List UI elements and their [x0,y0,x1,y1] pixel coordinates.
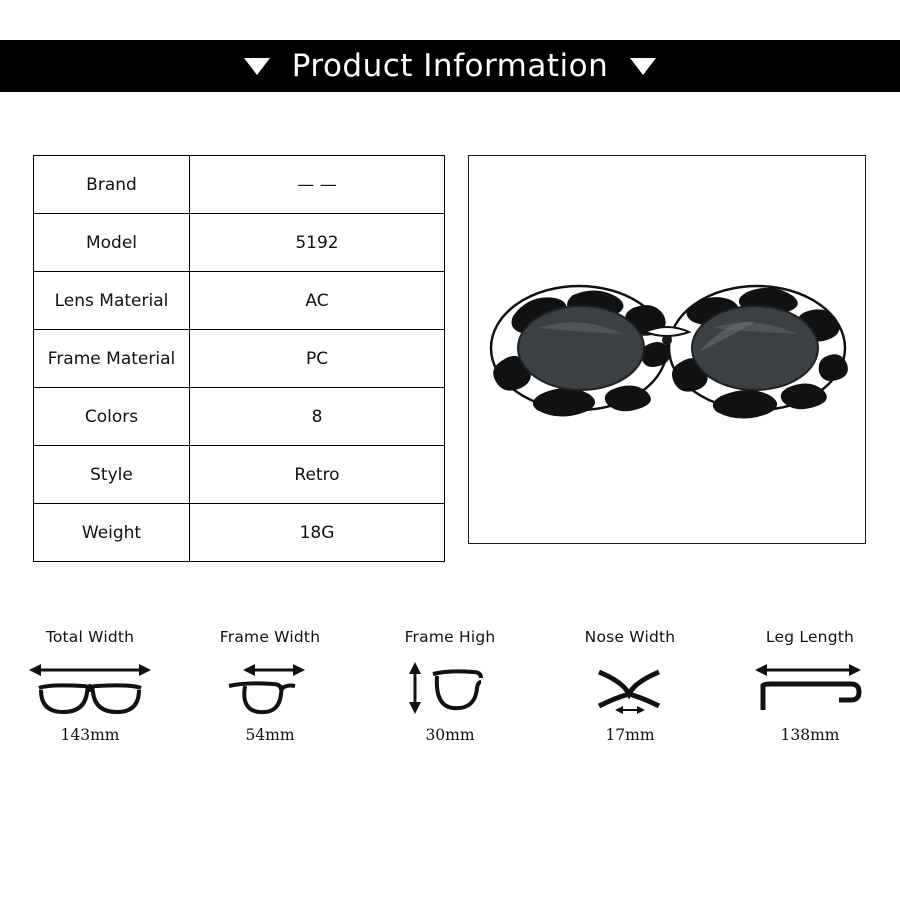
product-information-banner [0,40,900,92]
measure-label: Leg Length [765,628,855,646]
measure-total-width [5,628,175,744]
spec-value: 18G [190,504,445,562]
spec-label: Lens Material [34,272,190,330]
measure-value: 143mm [60,726,120,744]
triangle-down-icon-left [244,58,270,75]
measure-value: 138mm [780,726,840,744]
measurements-row [0,628,900,744]
table-row [34,156,445,214]
spec-value: 5192 [190,214,445,272]
spec-value: 8 [190,388,445,446]
bridge-width-icon [545,656,715,718]
spec-value: AC [190,272,445,330]
table-row [34,214,445,272]
product-photo-frame [468,155,866,544]
full-frame-width-icon [5,656,175,718]
spec-label: Frame Material [34,330,190,388]
spec-label: Colors [34,388,190,446]
table-row [34,388,445,446]
spec-label: Style [34,446,190,504]
spec-label: Weight [34,504,190,562]
measure-frame-width [185,628,355,744]
measure-value: 54mm [245,726,295,744]
lens-width-icon [185,656,355,718]
measure-label: Nose Width [584,628,676,646]
page-title: Product Information [291,47,609,84]
spec-value: PC [190,330,445,388]
triangle-down-icon-right [630,58,656,75]
measure-label: Frame High [404,628,496,646]
lens-height-icon [365,656,535,718]
measure-nose-width [545,628,715,744]
measure-label: Total Width [45,628,135,646]
measure-value: 17mm [605,726,655,744]
table-row [34,446,445,504]
table-row [34,272,445,330]
measure-label: Frame Width [219,628,321,646]
table-row [34,330,445,388]
spec-label: Model [34,214,190,272]
spec-value: — — [190,156,445,214]
spec-label: Brand [34,156,190,214]
specification-table [33,155,445,562]
table-row [34,504,445,562]
measure-frame-high [365,628,535,744]
temple-length-icon [725,656,895,718]
sunglasses-product-image [469,156,865,543]
spec-value: Retro [190,446,445,504]
measure-value: 30mm [425,726,475,744]
measure-leg-length [725,628,895,744]
